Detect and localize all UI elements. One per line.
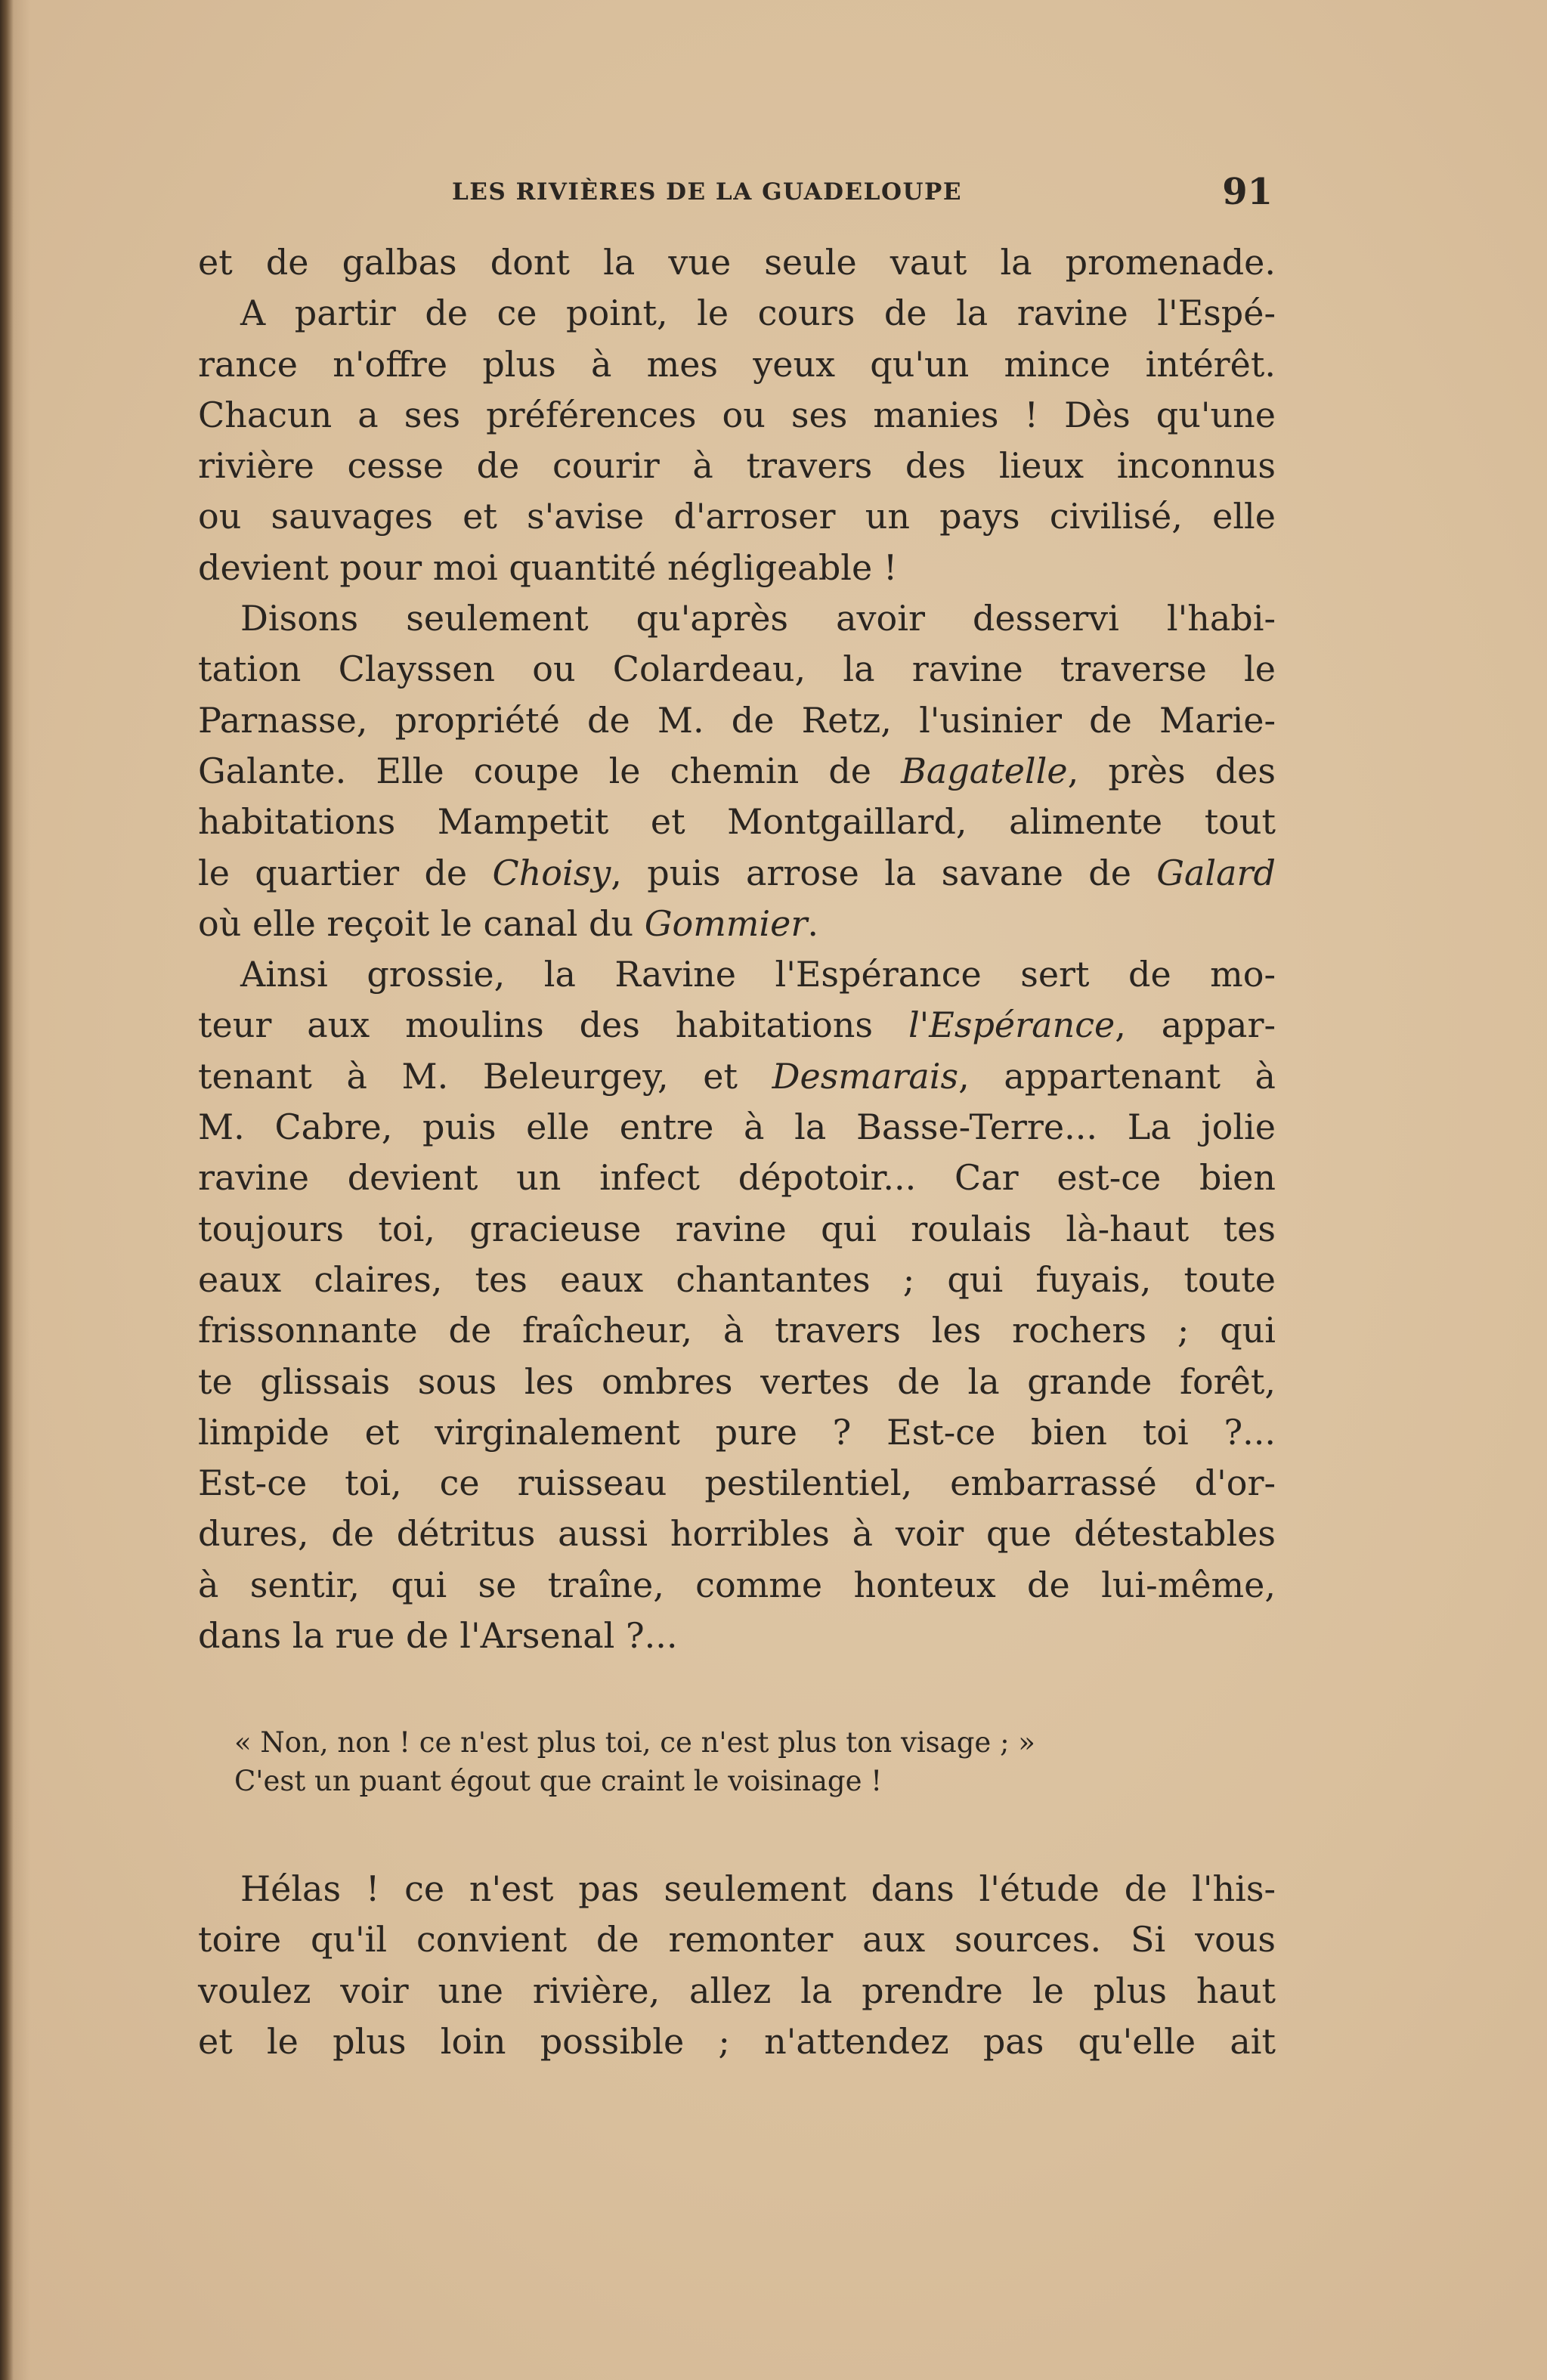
- page-spine-shadow: [0, 0, 14, 2380]
- text-line: habitations Mampetit et Montgaillard, alimente tout: [198, 801, 1276, 843]
- text-line: rance n'offre plus à mes yeux qu'un mince intérêt.: [198, 343, 1276, 385]
- quote-line: C'est un puant égout que craint le voisinage !: [234, 1765, 883, 1797]
- text-line: dures, de détritus aussi horribles à voir que détestables: [198, 1513, 1276, 1555]
- text-run: , près des: [1067, 750, 1276, 791]
- text-run: , puis arrose la savane de: [611, 852, 1157, 893]
- text-line: frissonnante de fraîcheur, à travers les rochers ; qui: [198, 1310, 1276, 1351]
- text-run: Galante. Elle coupe le chemin de: [198, 750, 902, 791]
- text-line: [198, 1051, 1276, 1102]
- text-line: A partir de ce point, le cours de la ravine l'Espé-: [240, 292, 1276, 334]
- text-line: rivière cesse de courir à travers des lieux inconnus: [198, 445, 1276, 487]
- text-line: toire qu'il convient de remonter aux sources. Si vous: [198, 1919, 1276, 1961]
- closing-paragraph: [198, 1864, 1276, 2067]
- quote-line: « Non, non ! ce n'est plus toi, ce n'est plus ton visage ; »: [234, 1726, 1035, 1759]
- verse-quote: [234, 1723, 1247, 1800]
- text-line: tation Clayssen ou Colardeau, la ravine traverse le: [198, 648, 1276, 690]
- text-line: limpide et virginalement pure ? Est-ce bien toi ?...: [198, 1411, 1276, 1453]
- text-line: [198, 1000, 1276, 1051]
- place-name: l'Espérance: [908, 1004, 1115, 1046]
- text-line: ravine devient un infect dépotoir... Car est-ce bien: [198, 1157, 1276, 1199]
- place-name: Bagatelle: [901, 750, 1068, 791]
- text-line: à sentir, qui se traîne, comme honteux de lui-même,: [198, 1564, 1276, 1605]
- text-line: ou sauvages et s'avise d'arroser un pays civilisé, elle: [198, 496, 1276, 537]
- page-number: 91: [1222, 171, 1273, 213]
- text-line: et de galbas dont la vue seule vaut la promenade.: [198, 242, 1276, 283]
- text-line: voulez voir une rivière, allez la prendre le plus haut: [198, 1970, 1276, 2011]
- text-line: Chacun a ses préférences ou ses manies ! Dès qu'une: [198, 394, 1276, 435]
- text-run: .: [807, 902, 818, 944]
- text-run: tenant à M. Beleurgey, et: [198, 1055, 772, 1097]
- text-line: Disons seulement qu'après avoir desservi l'habi-: [240, 598, 1276, 639]
- text-line: [198, 746, 1276, 797]
- text-line: [198, 899, 1276, 949]
- text-line: te glissais sous les ombres vertes de la grande forêt,: [198, 1360, 1276, 1402]
- place-name: Gommier: [644, 902, 808, 944]
- text-line: toujours toi, gracieuse ravine qui roulais là-haut tes: [198, 1208, 1276, 1249]
- running-title: LES RIVIÈRES DE LA GUADELOUPE: [452, 178, 962, 206]
- text-line: M. Cabre, puis elle entre à la Basse-Terre... La jolie: [198, 1106, 1276, 1148]
- place-name: Desmarais: [772, 1055, 959, 1097]
- main-text: [198, 237, 1276, 1661]
- text-line: eaux claires, tes eaux chantantes ; qui fuyais, toute: [198, 1258, 1276, 1300]
- text-run: teur aux moulins des habitations: [198, 1004, 908, 1046]
- page-header: [452, 171, 1276, 216]
- text-run: le quartier de: [198, 852, 493, 893]
- text-line: [198, 848, 1276, 899]
- text-line: et le plus loin possible ; n'attendez pas qu'elle ait: [198, 2020, 1276, 2062]
- text-line: Parnasse, propriété de M. de Retz, l'usinier de Marie-: [198, 699, 1276, 741]
- text-run: , appartenant à: [958, 1055, 1276, 1097]
- text-line: Hélas ! ce n'est pas seulement dans l'étude de l'his-: [240, 1868, 1276, 1909]
- text-line: dans la rue de l'Arsenal ?...: [198, 1615, 678, 1657]
- text-line: Ainsi grossie, la Ravine l'Espérance sert de mo-: [240, 954, 1276, 995]
- place-name: Choisy: [492, 852, 611, 893]
- text-line: devient pour moi quantité négligeable !: [198, 546, 898, 588]
- text-line: Est-ce toi, ce ruisseau pestilentiel, embarrassé d'or-: [198, 1462, 1276, 1504]
- place-name: Galard: [1156, 852, 1276, 893]
- text-run: où elle reçoit le canal du: [198, 902, 645, 944]
- text-run: , appar-: [1115, 1004, 1276, 1046]
